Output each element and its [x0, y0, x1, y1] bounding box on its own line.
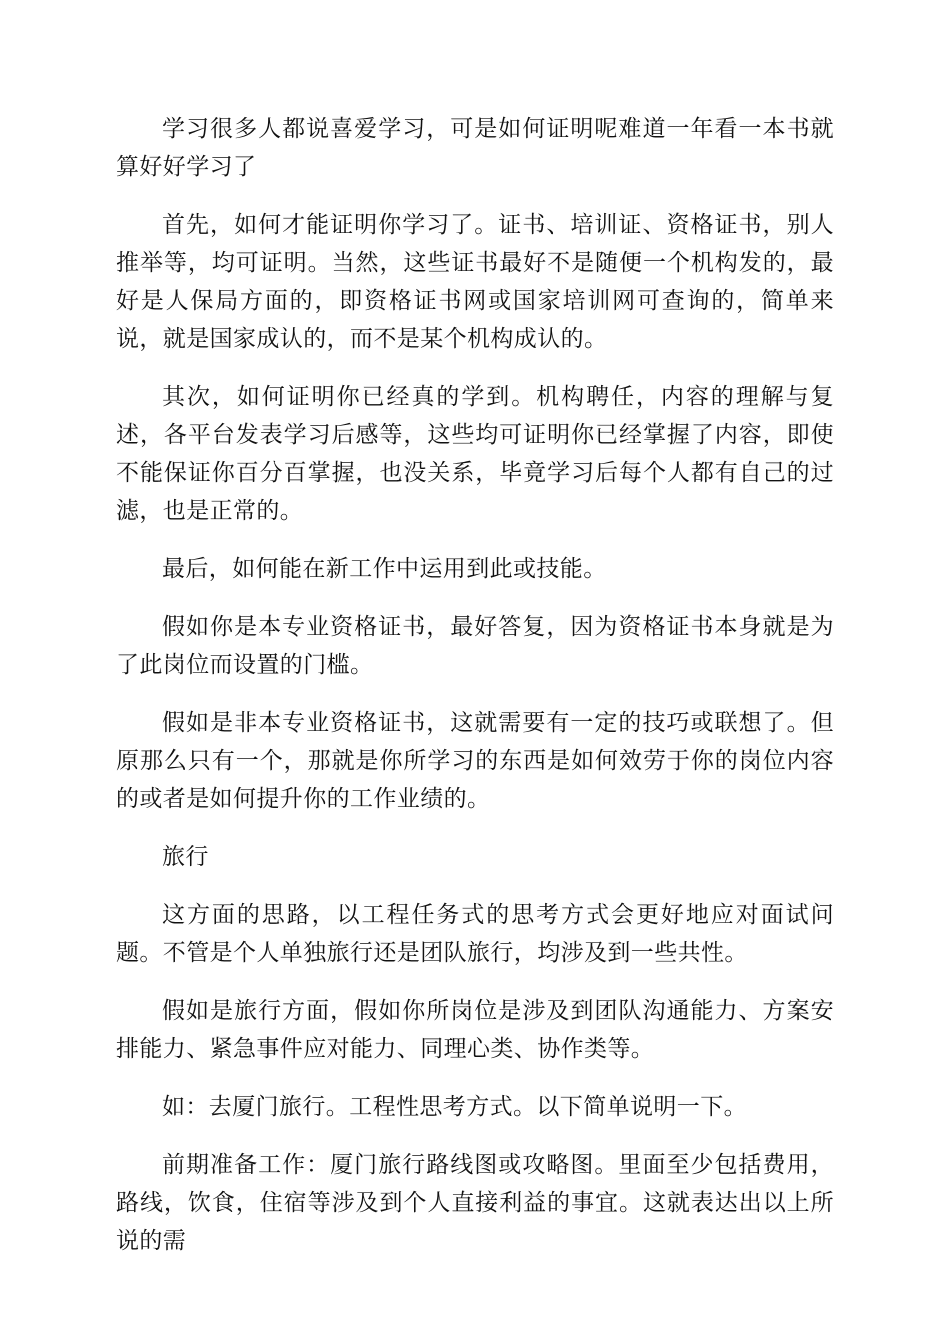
- paragraph-3: 其次，如何证明你已经真的学到。机构聘任，内容的理解与复述，各平台发表学习后感等，这些均可证明你已经掌握了内容，即使不能保证你百分百掌握，也没关系，毕竟学习后每个人都有自己的过滤，也是正常的。: [116, 384, 834, 524]
- paragraph-10: 前期准备工作：厦门旅行路线图或攻略图。里面至少包括费用，路线，饮食，住宿等涉及到个人直接利益的事宜。这就表达出以上所说的需: [116, 1152, 834, 1254]
- paragraph-4: 最后，如何能在新工作中运用到此或技能。: [162, 556, 607, 582]
- paragraph-8: 假如是旅行方面，假如你所岗位是涉及到团队沟通能力、方案安排能力、紧急事件应对能力、同理心类、协作类等。: [116, 998, 834, 1062]
- paragraph-6: 假如是非本专业资格证书，这就需要有一定的技巧或联想了。但原那么只有一个，那就是你所学习的东西是如何效劳于你的岗位内容的或者是如何提升你的工作业绩的。: [116, 710, 834, 812]
- paragraph-2: 首先，如何才能证明你学习了。证书、培训证、资格证书，别人推举等，均可证明。当然，这些证书最好不是随便一个机构发的，最好是人保局方面的，即资格证书网或国家培训网可查询的，简单来说，就是国家成认的，而不是某个机构成认的。: [116, 212, 834, 352]
- paragraph-1: 学习很多人都说喜爱学习，可是如何证明呢难道一年看一本书就算好好学习了: [116, 116, 834, 180]
- section-heading-travel: 旅行: [162, 844, 209, 870]
- paragraph-9: 如：去厦门旅行。工程性思考方式。以下简单说明一下。: [162, 1094, 747, 1120]
- paragraph-7: 这方面的思路，以工程任务式的思考方式会更好地应对面试问题。不管是个人单独旅行还是团队旅行，均涉及到一些共性。: [116, 902, 834, 966]
- paragraph-5: 假如你是本专业资格证书，最好答复，因为资格证书本身就是为了此岗位而设置的门槛。: [116, 614, 834, 678]
- document-body: [116, 110, 834, 1280]
